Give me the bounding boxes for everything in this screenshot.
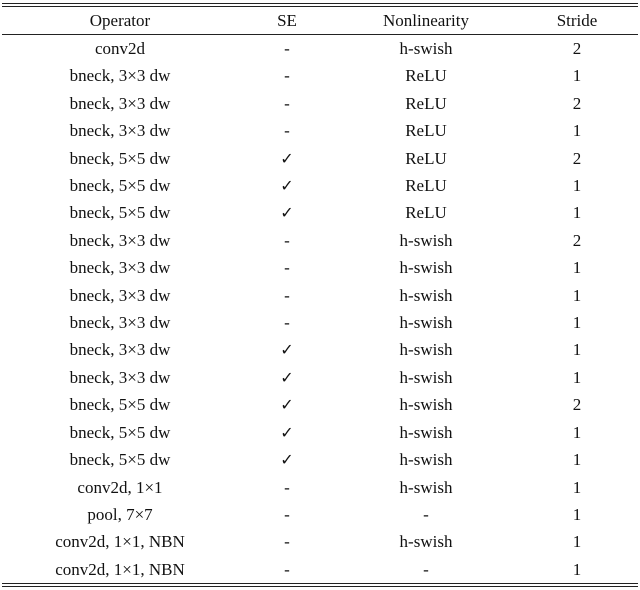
cell-stride: 1 xyxy=(572,313,582,333)
cell-operator: bneck, 3×3 dw xyxy=(69,367,171,387)
cell-operator: bneck, 5×5 dw xyxy=(69,203,171,223)
cell-stride: 1 xyxy=(572,258,582,278)
cell-operator: bneck, 3×3 dw xyxy=(69,258,171,278)
architecture-table-body xyxy=(2,35,638,583)
table-row xyxy=(2,172,638,199)
cell-nonlinearity: - xyxy=(423,559,429,579)
cell-stride: 1 xyxy=(572,559,582,579)
cell-se: - xyxy=(284,504,290,524)
table-row xyxy=(2,556,638,583)
cell-se: ✓ xyxy=(280,367,294,387)
cell-stride: 1 xyxy=(572,367,582,387)
cell-nonlinearity: h-swish xyxy=(399,450,453,470)
table-row xyxy=(2,364,638,391)
cell-operator: bneck, 3×3 dw xyxy=(69,340,171,360)
cell-operator: conv2d xyxy=(94,39,146,58)
cell-nonlinearity: h-swish xyxy=(399,39,453,58)
cell-stride: 1 xyxy=(572,504,582,524)
table-row xyxy=(2,446,638,473)
cell-se: - xyxy=(284,532,290,552)
cell-se: - xyxy=(284,313,290,333)
cell-nonlinearity: ReLU xyxy=(405,121,447,141)
cell-operator: conv2d, 1×1, NBN xyxy=(55,559,185,579)
header-operator: Operator xyxy=(89,11,151,30)
cell-nonlinearity: h-swish xyxy=(399,477,453,497)
cell-se: - xyxy=(284,477,290,497)
cell-stride: 1 xyxy=(572,477,582,497)
cell-stride: 1 xyxy=(572,176,582,196)
cell-se: ✓ xyxy=(280,203,294,223)
cell-operator: conv2d, 1×1 xyxy=(77,477,163,497)
cell-nonlinearity: h-swish xyxy=(399,230,453,250)
cell-operator: bneck, 3×3 dw xyxy=(69,93,171,113)
table-row xyxy=(2,254,638,281)
cell-se: - xyxy=(284,559,290,579)
cell-stride: 2 xyxy=(572,148,582,168)
cell-nonlinearity: h-swish xyxy=(399,285,453,305)
table-row xyxy=(2,117,638,144)
table-row xyxy=(2,90,638,117)
cell-operator: bneck, 5×5 dw xyxy=(69,176,171,196)
cell-operator: bneck, 3×3 dw xyxy=(69,230,171,250)
cell-se: - xyxy=(284,230,290,250)
cell-stride: 2 xyxy=(572,230,582,250)
cell-se: ✓ xyxy=(280,395,294,415)
cell-operator: bneck, 3×3 dw xyxy=(69,66,171,86)
cell-se: - xyxy=(284,285,290,305)
cell-nonlinearity: ReLU xyxy=(405,93,447,113)
cell-stride: 1 xyxy=(572,66,582,86)
header-nonlinearity: Nonlinearity xyxy=(383,11,469,30)
cell-se: ✓ xyxy=(280,422,294,442)
table-row xyxy=(2,199,638,226)
table-row xyxy=(2,336,638,363)
cell-nonlinearity: ReLU xyxy=(405,176,447,196)
table-header xyxy=(2,7,638,34)
header-row xyxy=(2,7,638,34)
table-row xyxy=(2,227,638,254)
cell-stride: 1 xyxy=(572,422,582,442)
table-row xyxy=(2,62,638,89)
cell-stride: 1 xyxy=(572,121,582,141)
architecture-table-container xyxy=(2,3,638,587)
cell-se: - xyxy=(284,39,290,58)
cell-nonlinearity: h-swish xyxy=(399,340,453,360)
cell-stride: 1 xyxy=(572,532,582,552)
table-row xyxy=(2,282,638,309)
cell-nonlinearity: h-swish xyxy=(399,395,453,415)
cell-stride: 1 xyxy=(572,285,582,305)
cell-nonlinearity: h-swish xyxy=(399,313,453,333)
header-stride: Stride xyxy=(556,11,598,30)
cell-se: ✓ xyxy=(280,340,294,360)
cell-nonlinearity: h-swish xyxy=(399,532,453,552)
cell-stride: 1 xyxy=(572,340,582,360)
table-row xyxy=(2,309,638,336)
cell-se: ✓ xyxy=(280,176,294,196)
table-row xyxy=(2,528,638,555)
cell-nonlinearity: ReLU xyxy=(405,148,447,168)
bottom-rule-inner xyxy=(2,583,638,584)
table-row xyxy=(2,474,638,501)
cell-operator: conv2d, 1×1, NBN xyxy=(55,532,185,552)
cell-stride: 2 xyxy=(572,93,582,113)
cell-stride: 2 xyxy=(572,39,582,58)
table-row xyxy=(2,501,638,528)
table-row xyxy=(2,391,638,418)
cell-se: - xyxy=(284,121,290,141)
table-row xyxy=(2,419,638,446)
cell-stride: 1 xyxy=(572,203,582,223)
table-row xyxy=(2,35,638,62)
cell-se: ✓ xyxy=(280,450,294,470)
cell-operator: bneck, 5×5 dw xyxy=(69,148,171,168)
cell-nonlinearity: h-swish xyxy=(399,258,453,278)
cell-se: ✓ xyxy=(280,148,294,168)
cell-stride: 2 xyxy=(572,395,582,415)
cell-operator: bneck, 3×3 dw xyxy=(69,313,171,333)
cell-se: - xyxy=(284,93,290,113)
header-se: SE xyxy=(277,11,297,30)
cell-nonlinearity: ReLU xyxy=(405,66,447,86)
top-rule-outer xyxy=(2,3,638,4)
cell-nonlinearity: - xyxy=(423,504,429,524)
cell-operator: bneck, 5×5 dw xyxy=(69,395,171,415)
cell-stride: 1 xyxy=(572,450,582,470)
cell-operator: bneck, 3×3 dw xyxy=(69,121,171,141)
cell-nonlinearity: h-swish xyxy=(399,422,453,442)
cell-operator: bneck, 3×3 dw xyxy=(69,285,171,305)
cell-operator: bneck, 5×5 dw xyxy=(69,422,171,442)
cell-nonlinearity: ReLU xyxy=(405,203,447,223)
table-row xyxy=(2,145,638,172)
cell-operator: bneck, 5×5 dw xyxy=(69,450,171,470)
table-body xyxy=(2,35,638,583)
cell-se: - xyxy=(284,66,290,86)
cell-se: - xyxy=(284,258,290,278)
cell-operator: pool, 7×7 xyxy=(87,504,153,524)
cell-nonlinearity: h-swish xyxy=(399,367,453,387)
architecture-table xyxy=(2,7,638,34)
bottom-rule-outer xyxy=(2,586,638,587)
